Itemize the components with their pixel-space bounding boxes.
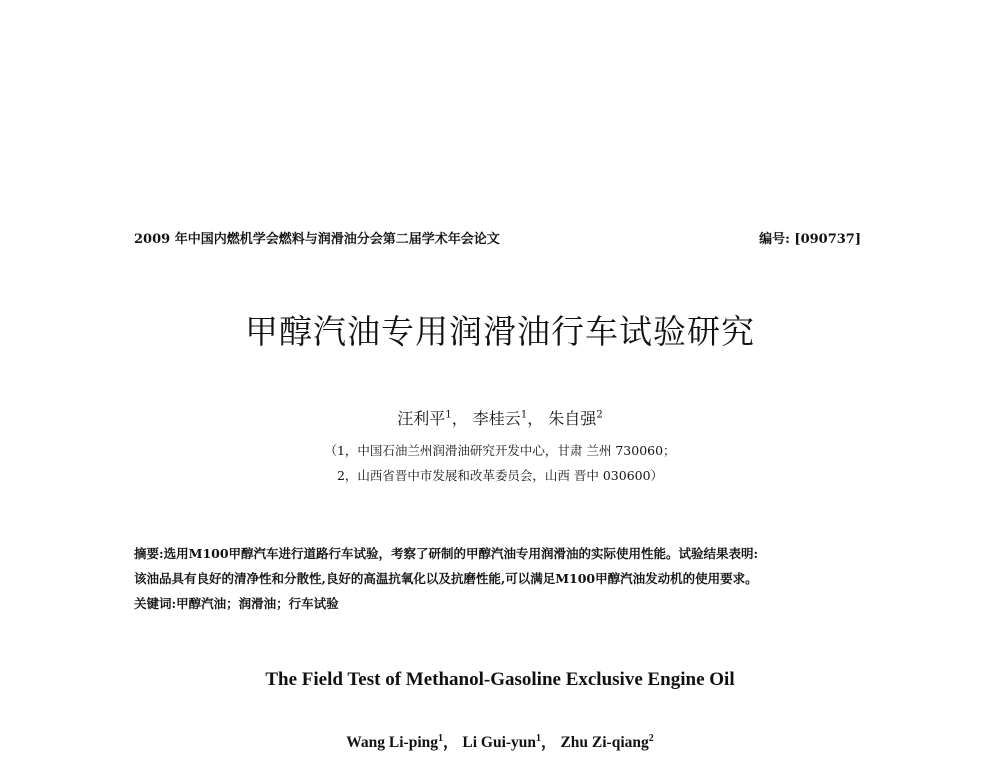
affiliation-line: 2，山西省晋中市发展和改革委员会，山西 晋中 030600） bbox=[336, 468, 664, 483]
author-affiliation-mark: 1 bbox=[536, 732, 542, 744]
affiliation-line: （1，中国石油兰州润滑油研究开发中心，甘肃 兰州 730060； bbox=[324, 443, 676, 458]
author-affiliation-mark: 2 bbox=[648, 732, 654, 744]
keywords-line: 关键词:甲醇汽油；润滑油；行车试验 bbox=[134, 596, 339, 611]
author-affiliation-mark: 1 bbox=[438, 732, 443, 744]
authors-chinese bbox=[0, 406, 1000, 429]
author-affiliation-mark: 1 bbox=[520, 409, 528, 421]
title-chinese: 甲醇汽油专用润滑油行车试验研究 bbox=[245, 312, 755, 351]
author-name: 李桂云 bbox=[472, 409, 521, 428]
abstract-line: 该油品具有良好的清净性和分散性,良好的高温抗氧化以及抗磨性能,可以满足M100甲醇汽油发动机的使用要求。 bbox=[134, 571, 758, 586]
author-separator: ， bbox=[451, 409, 468, 428]
author-affiliation-mark: 2 bbox=[596, 409, 603, 421]
author-name: 汪利平 bbox=[397, 409, 446, 428]
author-separator: ， bbox=[527, 409, 544, 428]
abstract-block bbox=[134, 541, 874, 616]
paper-number: 编号: [090737] bbox=[759, 232, 861, 247]
author-name: Zhu Zi-qiang bbox=[560, 734, 649, 751]
abstract-line: 摘要:选用M100甲醇汽车进行道路行车试验，考察了研制的甲醇汽油专用润滑油的实际使用性能。试验结果表明: bbox=[134, 546, 759, 561]
author-affiliation-mark: 1 bbox=[445, 409, 452, 421]
author-separator: ， bbox=[541, 734, 557, 751]
authors-english bbox=[0, 730, 1000, 752]
author-name: 朱自强 bbox=[548, 409, 597, 428]
title-english: The Field Test of Methanol-Gasoline Exclusive Engine Oil bbox=[265, 669, 735, 690]
author-separator: ， bbox=[443, 734, 459, 751]
author-name: Wang Li-ping bbox=[346, 734, 438, 751]
author-name: Li Gui-yun bbox=[462, 734, 537, 751]
conference-header: 2009 年中国内燃机学会燃料与润滑油分会第二届学术年会论文 bbox=[134, 232, 500, 247]
